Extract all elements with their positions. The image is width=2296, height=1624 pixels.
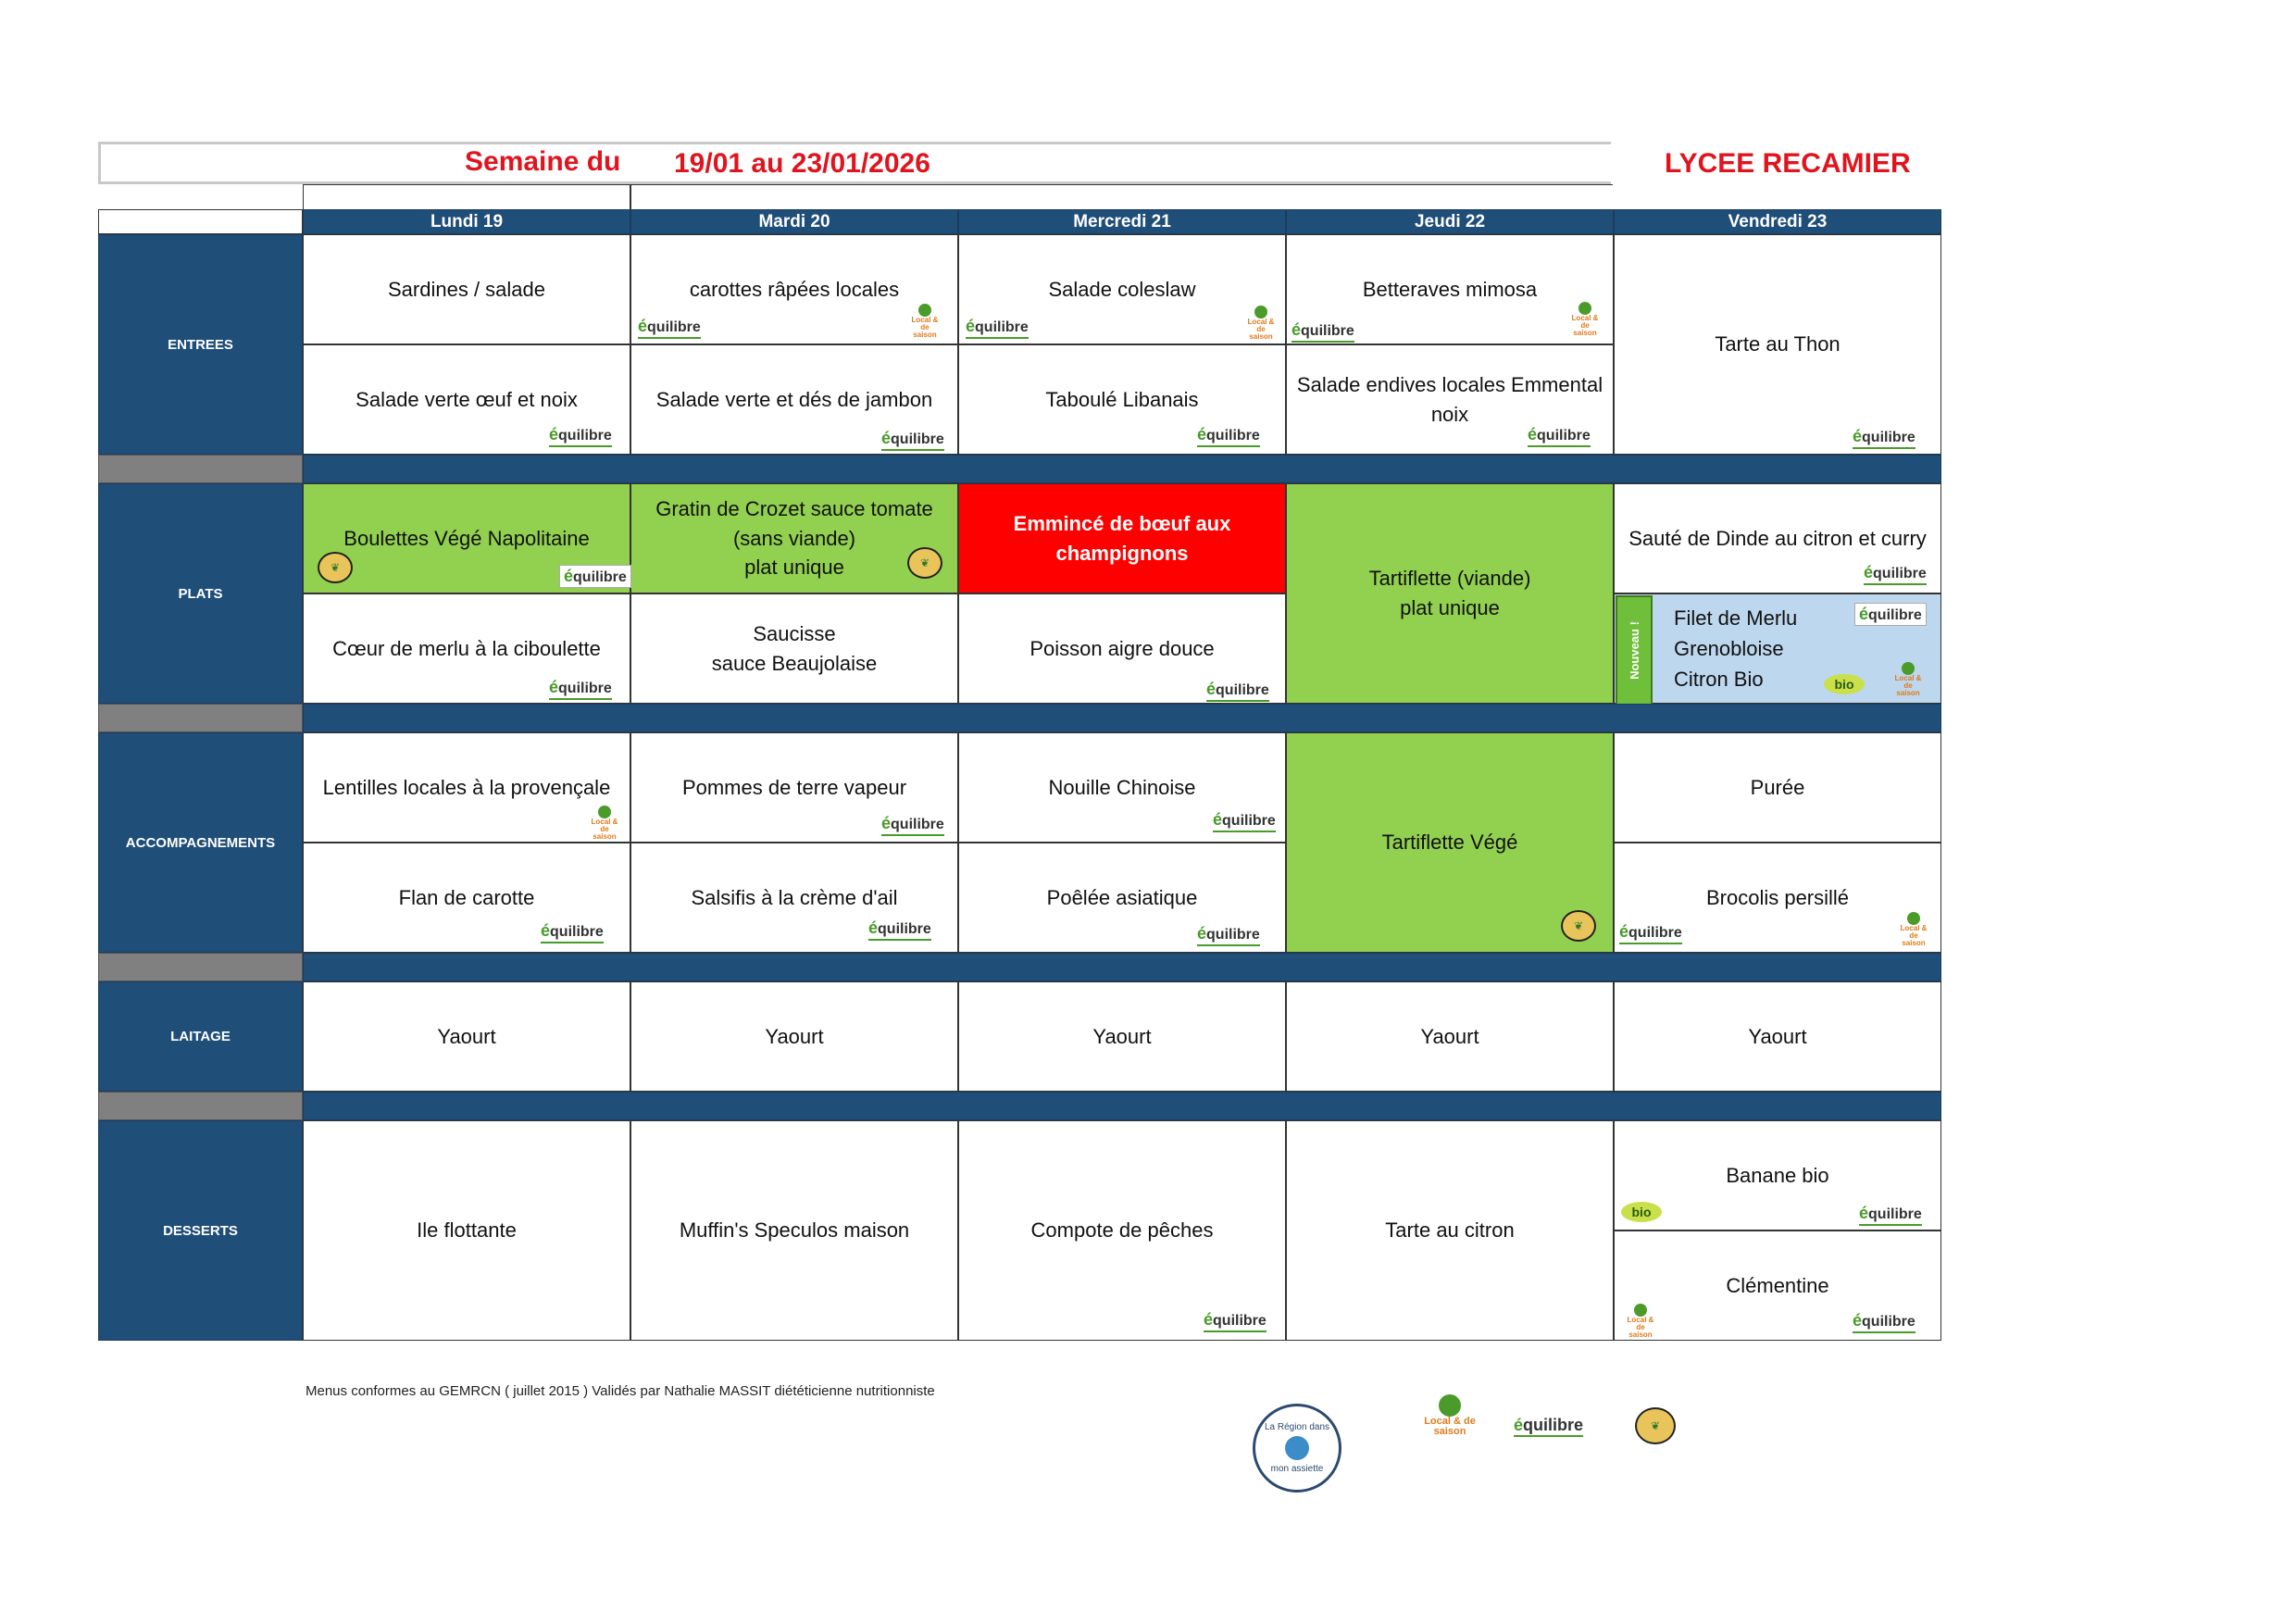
day-header: Vendredi 23 xyxy=(1614,209,1941,234)
menu-cell: Tarte au Thon xyxy=(1614,234,1941,455)
equilibre-icon: équilibre xyxy=(1292,321,1354,343)
menu-cell: Flan de carotte xyxy=(303,843,630,953)
equilibre-icon: équilibre xyxy=(1197,426,1260,447)
equilibre-icon: équilibre xyxy=(1859,1205,1922,1226)
menu-cell: Poisson aigre douce xyxy=(958,593,1286,704)
menu-cell: Salade verte et dés de jambon xyxy=(630,344,958,455)
equilibre-icon: équilibre xyxy=(638,318,701,339)
equilibre-icon: équilibre xyxy=(868,919,931,941)
vegetarien-leaf-icon: ❦ xyxy=(1635,1407,1676,1444)
menu-cell: carottes râpées locales xyxy=(630,234,958,344)
equilibre-icon: équilibre xyxy=(1619,923,1682,944)
menu-cell: Boulettes Végé Napolitaine xyxy=(303,483,630,593)
menu-cell: Lentilles locales à la provençale xyxy=(303,732,630,843)
local-saison-icon: Local & de saison xyxy=(1892,662,1924,692)
menu-cell: Brocolis persillé xyxy=(1614,843,1941,953)
equilibre-icon: équilibre xyxy=(881,430,944,451)
menu-cell: Filet de Merlu Grenobloise Citron Bio xyxy=(1614,593,1941,704)
equilibre-icon: équilibre xyxy=(1853,428,1915,449)
blank-cell xyxy=(303,184,630,209)
vegetarien-leaf-icon: ❦ xyxy=(907,547,942,579)
menu-cell: Clémentine xyxy=(1614,1230,1941,1341)
week-dates: 19/01 au 23/01/2026 xyxy=(674,148,930,179)
category-accompagnements: ACCOMPAGNEMENTS xyxy=(98,732,303,953)
local-saison-icon: Local & de saison xyxy=(1625,1304,1656,1333)
equilibre-icon: équilibre xyxy=(1204,1311,1267,1332)
menu-cell: Tarte au citron xyxy=(1286,1120,1614,1341)
menu-cell: Taboulé Libanais xyxy=(958,344,1286,455)
day-header: Mercredi 21 xyxy=(958,209,1286,234)
local-saison-icon: Local & de saison xyxy=(1422,1394,1478,1443)
menu-cell: Tartiflette Végé xyxy=(1286,732,1614,953)
region-seal-icon: La Région dans mon assiette xyxy=(1253,1404,1341,1493)
menu-cell: Poêlée asiatique xyxy=(958,843,1286,953)
menu-cell: Salade verte œuf et noix xyxy=(303,344,630,455)
menu-cell: Muffin's Speculos maison xyxy=(630,1120,958,1341)
equilibre-icon: équilibre xyxy=(1206,681,1269,702)
menu-cell: Salade endives locales Emmental noix xyxy=(1286,344,1614,455)
menu-cell: Purée xyxy=(1614,732,1941,843)
menu-cell: Gratin de Crozet sauce tomate (sans viande) plat unique xyxy=(630,483,958,593)
separator-gray xyxy=(98,704,303,732)
menu-cell: Pommes de terre vapeur xyxy=(630,732,958,843)
separator-blue xyxy=(303,953,1941,981)
day-header: Lundi 19 xyxy=(303,209,630,234)
menu-cell: Saucisse sauce Beaujolaise xyxy=(630,593,958,704)
equilibre-icon: équilibre xyxy=(1853,1312,1915,1333)
menu-cell: Cœur de merlu à la ciboulette xyxy=(303,593,630,704)
menu-cell: Yaourt xyxy=(1614,981,1941,1092)
menu-cell: Emmincé de bœuf aux champignons xyxy=(958,483,1286,593)
equilibre-icon: équilibre xyxy=(1854,603,1927,626)
bio-icon: bio xyxy=(1824,674,1865,694)
vegetarien-leaf-icon: ❦ xyxy=(318,552,353,583)
equilibre-icon: équilibre xyxy=(881,815,944,836)
nouveau-badge: Nouveau ! xyxy=(1616,595,1653,706)
local-saison-icon: Local & de saison xyxy=(909,304,941,333)
equilibre-icon: équilibre xyxy=(1514,1417,1583,1437)
category-plats: PLATS xyxy=(98,483,303,704)
school-name: LYCEE RECAMIER xyxy=(1665,148,1911,179)
equilibre-icon: équilibre xyxy=(966,318,1029,339)
vegetarien-leaf-icon: ❦ xyxy=(1561,910,1596,942)
separator-gray xyxy=(98,953,303,981)
menu-cell: Salade coleslaw xyxy=(958,234,1286,344)
equilibre-icon: équilibre xyxy=(549,426,612,447)
day-header: Jeudi 22 xyxy=(1286,209,1614,234)
category-entrees: ENTREES xyxy=(98,234,303,455)
blank-cell xyxy=(630,184,1613,209)
separator-blue xyxy=(303,704,1941,732)
menu-cell: Betteraves mimosa xyxy=(1286,234,1614,344)
menu-cell: Compote de pêches xyxy=(958,1120,1286,1341)
equilibre-icon: équilibre xyxy=(559,565,631,588)
footer-note: Menus conformes au GEMRCN ( juillet 2015 ) Validés par Nathalie MASSIT diététicienne nutritionniste xyxy=(306,1383,935,1399)
menu-cell: Sardines / salade xyxy=(303,234,630,344)
equilibre-icon: équilibre xyxy=(1213,811,1276,832)
menu-cell: Yaourt xyxy=(303,981,630,1092)
category-desserts: DESSERTS xyxy=(98,1120,303,1341)
separator-gray xyxy=(98,1092,303,1120)
equilibre-icon: équilibre xyxy=(549,679,612,700)
equilibre-icon: équilibre xyxy=(541,922,604,943)
equilibre-icon: équilibre xyxy=(1528,426,1591,447)
separator-gray xyxy=(98,455,303,483)
menu-cell: Salsifis à la crème d'ail xyxy=(630,843,958,953)
equilibre-icon: équilibre xyxy=(1864,564,1927,585)
corner-cell xyxy=(98,209,303,234)
equilibre-icon: équilibre xyxy=(1197,925,1260,946)
day-header: Mardi 20 xyxy=(630,209,958,234)
category-laitage: LAITAGE xyxy=(98,981,303,1092)
menu-cell: Yaourt xyxy=(1286,981,1614,1092)
menu-cell: Nouille Chinoise xyxy=(958,732,1286,843)
menu-cell: Tartiflette (viande) plat unique xyxy=(1286,483,1614,704)
menu-cell: Banane bio xyxy=(1614,1120,1941,1230)
local-saison-icon: Local & de saison xyxy=(1245,306,1277,335)
separator-blue xyxy=(303,455,1941,483)
local-saison-icon: Local & de saison xyxy=(1569,302,1601,331)
menu-cell: Sauté de Dinde au citron et curry xyxy=(1614,483,1941,593)
menu-cell: Ile flottante xyxy=(303,1120,630,1341)
menu-cell: Yaourt xyxy=(630,981,958,1092)
local-saison-icon: Local & de saison xyxy=(1898,912,1929,942)
semaine-label: Semaine du xyxy=(465,146,621,177)
menu-cell: Yaourt xyxy=(958,981,1286,1092)
local-saison-icon: Local & de saison xyxy=(589,806,620,835)
separator-blue xyxy=(303,1092,1941,1120)
bio-icon: bio xyxy=(1621,1202,1662,1222)
